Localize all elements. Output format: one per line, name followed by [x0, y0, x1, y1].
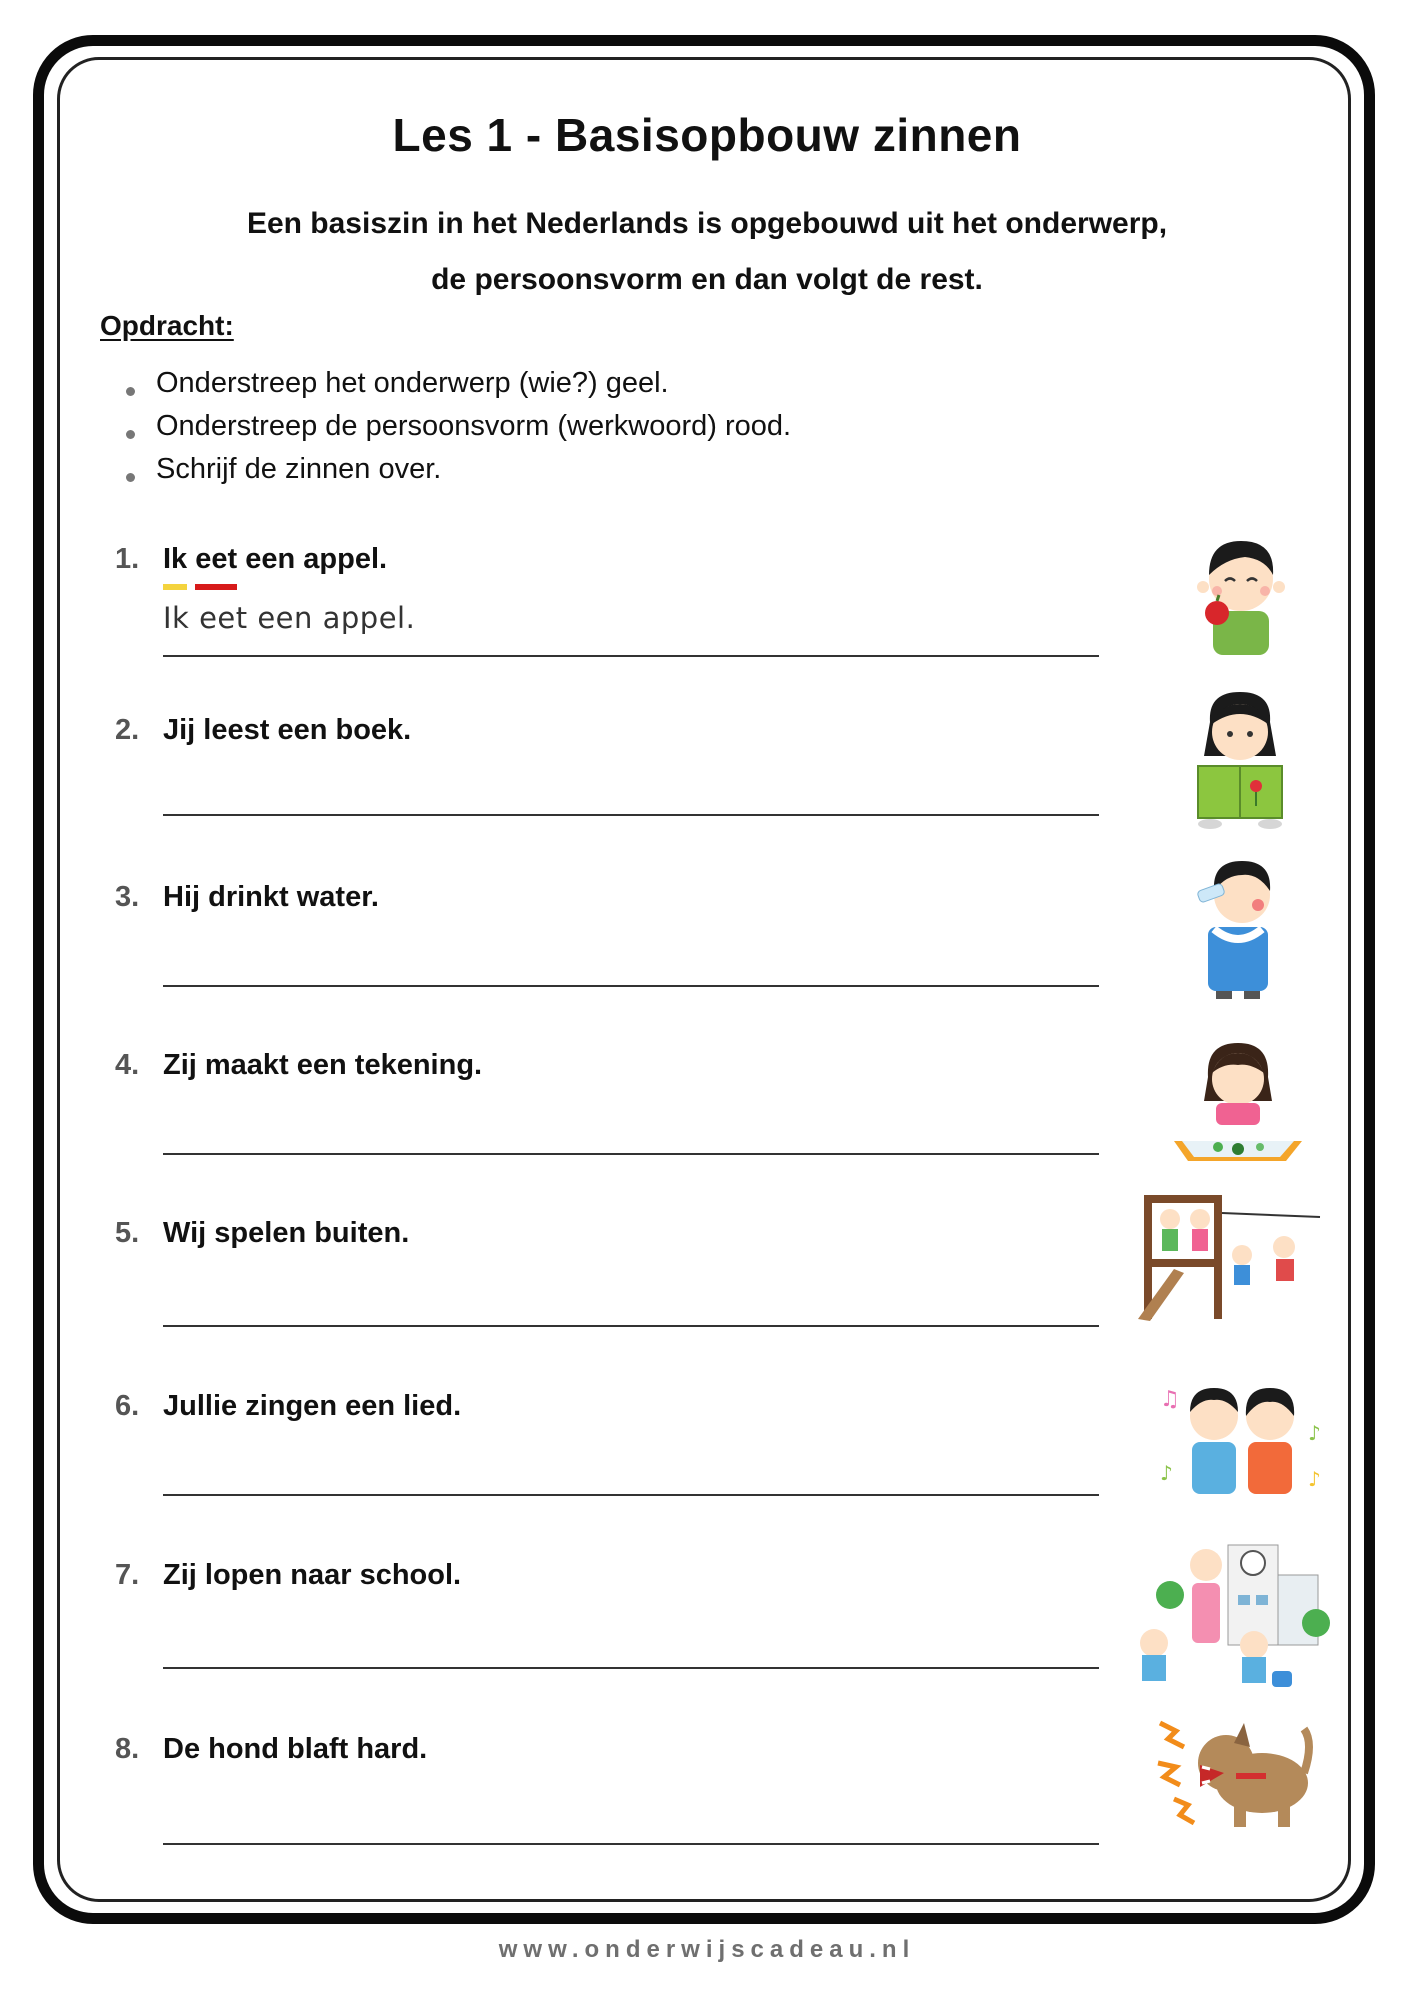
exercise-sentence: De hond blaft hard. [163, 1733, 428, 1765]
writing-line[interactable] [163, 1153, 1099, 1155]
instruction-item: Onderstreep het onderwerp (wie?) geel. [120, 362, 791, 405]
worksheet-title: Les 1 - Basisopbouw zinnen [392, 109, 1022, 161]
exercise-sentence: Jullie zingen een lied. [163, 1390, 462, 1422]
exercise-number: 1. [115, 543, 140, 575]
exercise-2 [0, 714, 1414, 874]
svg-text:♪: ♪ [1308, 1421, 1321, 1445]
exercise-number: 7. [115, 1559, 140, 1591]
boy-drinking-water-icon [1188, 853, 1288, 1001]
exercise-sentence: Zij maakt een tekening. [163, 1049, 483, 1081]
writing-line[interactable] [163, 1843, 1099, 1845]
subtitle-line-2: de persoonsvorm en dan volgt de rest. [431, 263, 983, 296]
girl-reading-book-icon [1190, 686, 1290, 831]
instruction-item: Schrijf de zinnen over. [120, 448, 791, 491]
exercise-6 [0, 1387, 1414, 1550]
exercise-sentence: Jij leest een boek. [163, 714, 412, 746]
exercise-sentence: Wij spelen buiten. [163, 1217, 410, 1249]
rest-words: een appel. [245, 543, 388, 575]
verb-word: eet [195, 543, 238, 575]
writing-line[interactable] [163, 1494, 1099, 1496]
subtitle-line-1: Een basiszin in het Nederlands is opgebouwd uit het onderwerp, [246, 207, 1168, 240]
exercise-4 [0, 1049, 1414, 1209]
writing-line[interactable] [163, 1667, 1099, 1669]
exercise-3 [0, 881, 1414, 1041]
exercise-number: 8. [115, 1733, 140, 1765]
exercise-number: 6. [115, 1390, 140, 1422]
svg-text:♪: ♪ [1308, 1467, 1321, 1491]
exercise-sentence: Zij lopen naar school. [163, 1559, 462, 1591]
exercise-8 [0, 1733, 1414, 1893]
exercise-number: 5. [115, 1217, 140, 1249]
children-singing-icon [1158, 1380, 1326, 1498]
svg-text:♫: ♫ [1160, 1387, 1180, 1412]
writing-line[interactable] [163, 985, 1099, 987]
walking-to-school-icon [1130, 1535, 1330, 1693]
children-playground-icon [1134, 1189, 1324, 1321]
worksheet-subtitle [150, 196, 1264, 308]
subject-word: Ik [163, 543, 188, 575]
dog-barking-icon [1154, 1703, 1314, 1831]
instruction-item: Onderstreep de persoonsvorm (werkwoord) rood. [120, 405, 791, 448]
exercise-number: 3. [115, 881, 140, 913]
svg-text:♪: ♪ [1160, 1461, 1173, 1485]
exercise-sentence: Hij drinkt water. [163, 881, 379, 913]
writing-line[interactable] [163, 814, 1099, 816]
instruction-list [120, 362, 791, 491]
assignment-heading: Opdracht: [100, 310, 234, 341]
exercise-5 [0, 1217, 1414, 1377]
exercise-1 [0, 543, 1414, 703]
exercise-sentence [163, 543, 387, 576]
exercise-7 [0, 1559, 1414, 1719]
writing-line[interactable] [163, 655, 1099, 657]
writing-line[interactable] [163, 1325, 1099, 1327]
exercise-number: 2. [115, 714, 140, 746]
exercise-number: 4. [115, 1049, 140, 1081]
boy-eating-apple-icon [1195, 529, 1285, 655]
girl-drawing-icon [1168, 1037, 1308, 1165]
written-answer: Ik eet een appel. [163, 601, 416, 635]
footer-url[interactable]: www.onderwijscadeau.nl [498, 1936, 916, 1963]
